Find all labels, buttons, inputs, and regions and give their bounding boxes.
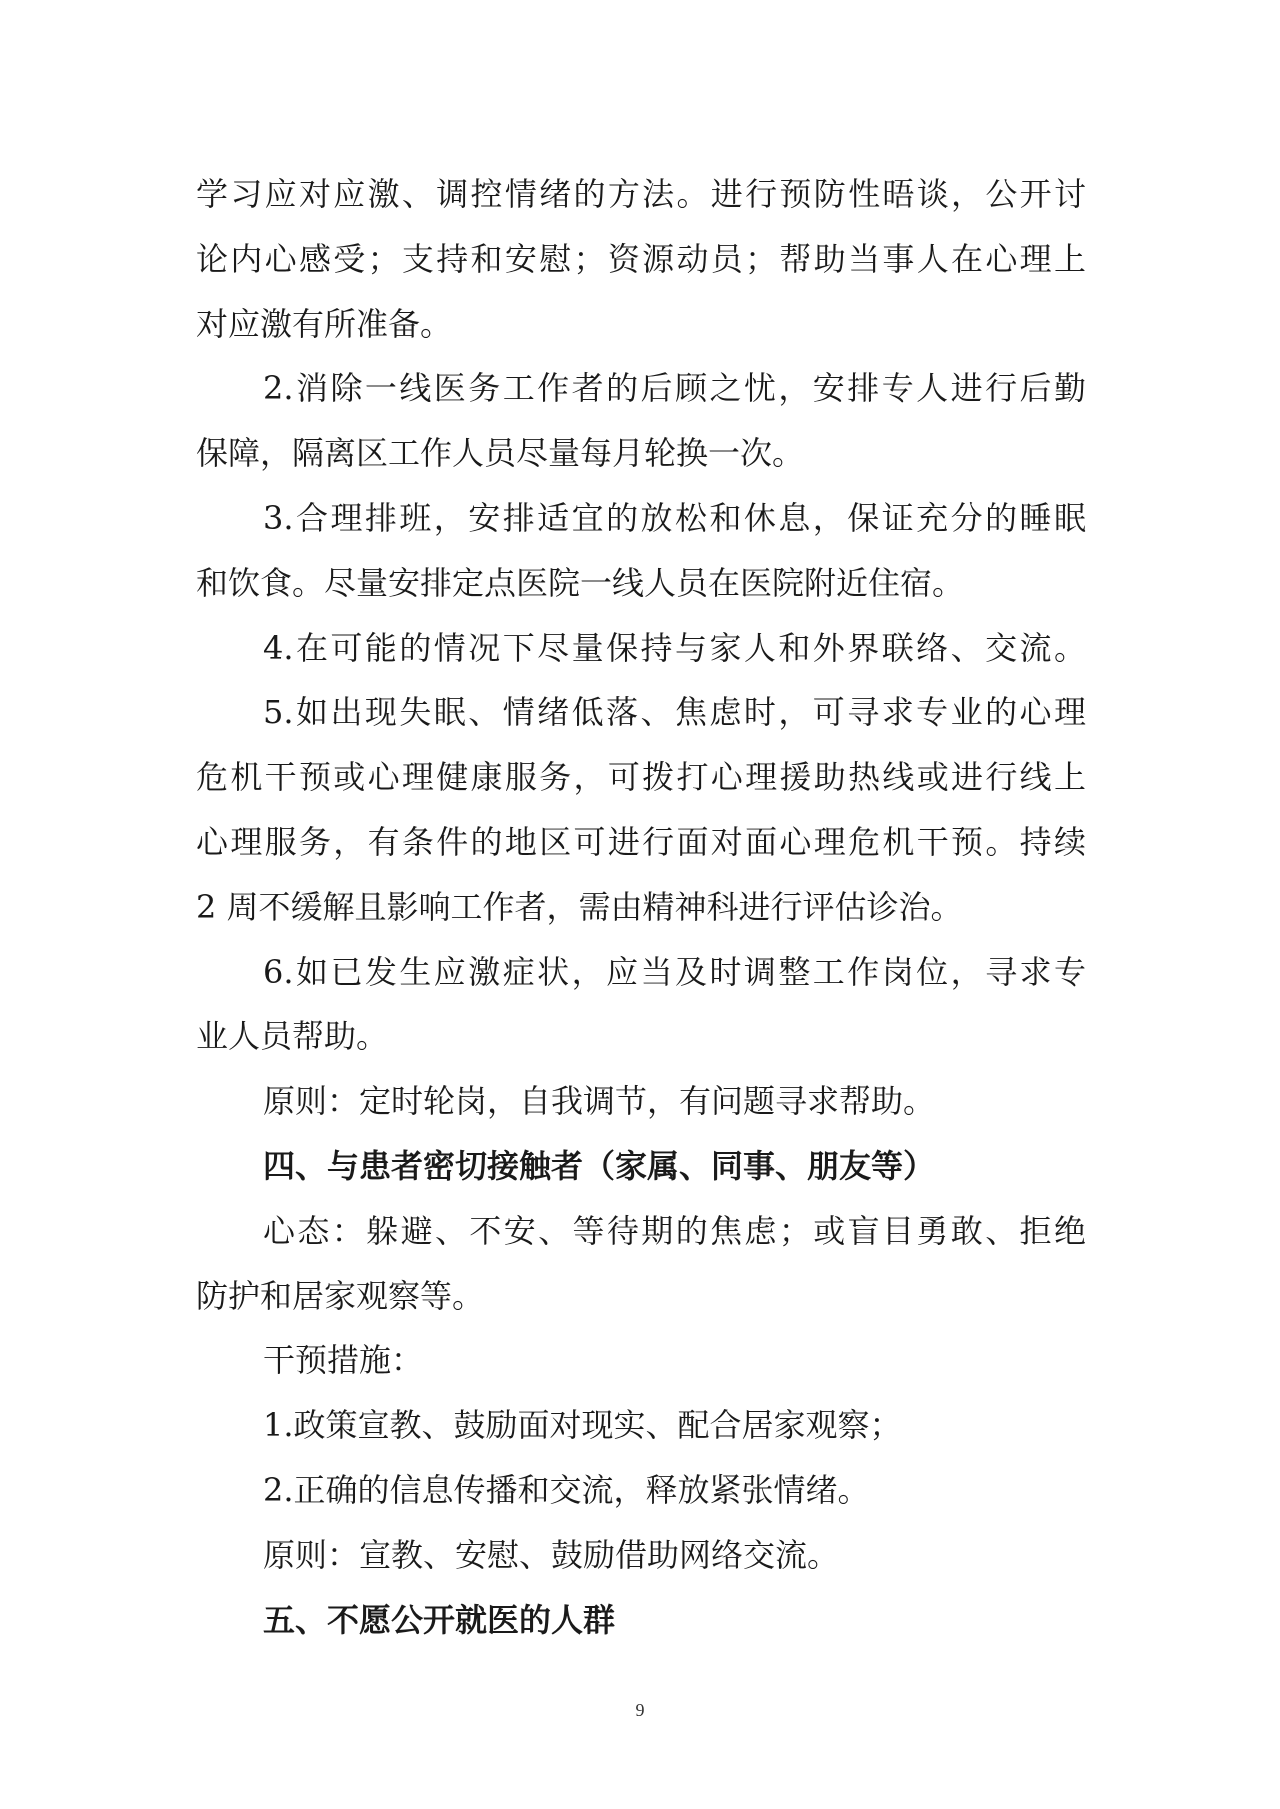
text-line: 对应激有所准备。: [196, 304, 453, 343]
text-line: 业人员帮助。: [196, 1017, 389, 1056]
mindset-text: 心态：躲避、不安、等待期的焦虑；或盲目勇敢、拒绝: [263, 1211, 1086, 1250]
text-line: 防护和居家观察等。: [196, 1276, 485, 1315]
text-line: 2 周不缓解且影响工作者，需由精神科进行评估诊治。: [196, 887, 963, 926]
list-item-5: 5.如出现失眠、情绪低落、焦虑时，可寻求专业的心理: [263, 693, 1086, 732]
list-item-2: 2.消除一线医务工作者的后顾之忧，安排专人进行后勤: [263, 369, 1086, 408]
text-line: 论内心感受；支持和安慰；资源动员；帮助当事人在心理上: [196, 239, 1086, 278]
list-item-1: 1.政策宣教、鼓励面对现实、配合居家观察；: [263, 1406, 902, 1445]
intervention-label: 干预措施：: [263, 1341, 424, 1380]
list-item-6: 6.如已发生应激症状，应当及时调整工作岗位，寻求专: [263, 952, 1086, 991]
text-line: 和饮食。尽量安排定点医院一线人员在医院附近住宿。: [196, 563, 965, 602]
document-body: [196, 162, 1086, 1652]
section-heading-four: 四、与患者密切接触者（家属、同事、朋友等）: [263, 1146, 936, 1185]
principle-text: 原则：定时轮岗，自我调节，有问题寻求帮助。: [263, 1082, 936, 1121]
list-item-2: 2.正确的信息传播和交流，释放紧张情绪。: [263, 1470, 870, 1509]
text-line: 心理服务，有条件的地区可进行面对面心理危机干预。持续: [196, 822, 1086, 861]
principle-text: 原则：宣教、安慰、鼓励借助网络交流。: [263, 1535, 840, 1574]
text-line: 危机干预或心理健康服务，可拨打心理援助热线或进行线上: [196, 758, 1086, 797]
section-heading-five: 五、不愿公开就医的人群: [263, 1600, 616, 1639]
text-line: 保障，隔离区工作人员尽量每月轮换一次。: [196, 434, 805, 473]
page-number: 9: [635, 1700, 645, 1720]
text-line: 学习应对应激、调控情绪的方法。进行预防性晤谈，公开讨: [196, 175, 1086, 213]
list-item-3: 3.合理排班，安排适宜的放松和休息，保证充分的睡眠: [263, 498, 1086, 537]
list-item-4: 4.在可能的情况下尽量保持与家人和外界联络、交流。: [263, 628, 1086, 667]
